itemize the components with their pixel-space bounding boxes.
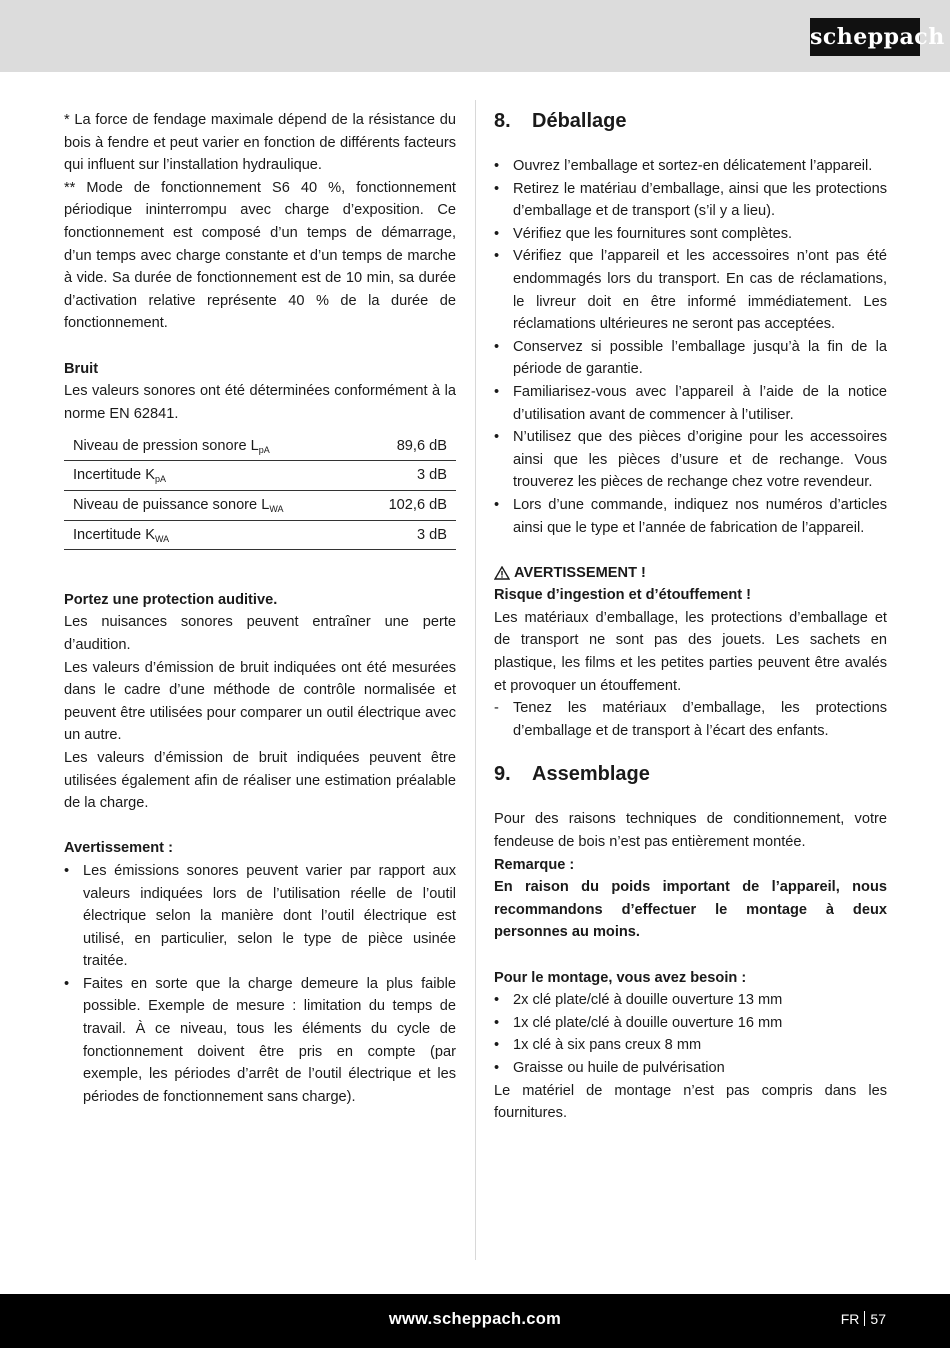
protection-text-3: Les valeurs d’émission de bruit indiquées peuvent être utilisées également afin de réaliser une estimation préalable de la charge.: [64, 749, 456, 812]
page-number: 57: [870, 1311, 886, 1327]
noise-title: Bruit: [64, 360, 99, 377]
tools-title: Pour le montage, vous avez besoin :: [494, 969, 747, 986]
warning-list: [64, 860, 456, 1109]
remark-text: En raison du poids important de l’appareil, nous recommandons d’effectuer le montage à deux personnes au moins.: [494, 879, 887, 941]
protection-text-2: Les valeurs d’émission de bruit indiquées ont été mesurées dans le cadre d’une méthode de contrôle normalisée et peuvent être utilisées pour comparer un outil électrique avec un autre.: [64, 659, 456, 744]
list-item: • Conservez si possible l’emballage jusqu’à la fin de la période de garantie.: [494, 336, 887, 381]
table-cell-value: 89,6 dB: [358, 431, 456, 461]
tools-note: Le matériel de montage n’est pas compris dans les fournitures.: [494, 1082, 887, 1122]
footnote-1: * La force de fendage maximale dépend de la résistance du bois à fendre et peut varier en fonction de différents facteurs qui influent sur l’installation hydraulique.: [64, 112, 456, 174]
list-item: • Lors d’une commande, indiquez nos numéros d’articles ainsi que le type et l’année de fabrication de l’appareil.: [494, 494, 887, 539]
warning-title: Avertissement :: [64, 840, 173, 857]
list-item: • Retirez le matériau d’emballage, ainsi que les protections d’emballage et de transport (s’il y a lieu).: [494, 178, 887, 223]
list-item: • 1x clé à six pans creux 8 mm: [494, 1034, 887, 1057]
table-row: [64, 491, 456, 521]
section-number: 8.: [494, 110, 511, 132]
list-item: • Faites en sorte que la charge demeure la plus faible possible. Exemple de mesure : limitation du temps de travail. À ce niveau, tous les éléments du cycle de fonctionnement doivent être pris en compte (par exemple, les périodes d’arrêt de l’outil électrique et les périodes de fonctionnement sans charge).: [64, 973, 456, 1109]
list-item: • 2x clé plate/clé à douille ouverture 13 mm: [494, 989, 887, 1012]
footer-bar: [0, 1294, 950, 1348]
column-divider: [475, 100, 476, 1260]
alert-text: Les matériaux d’emballage, les protections d’emballage et de transport ne sont pas des jouets. Les sachets en plastique, les films et les petites parties peuvent être avalés et provoquer un étouffement.: [494, 609, 887, 694]
footer-url: www.scheppach.com: [388, 1310, 562, 1328]
language-code: FR: [840, 1311, 860, 1327]
table-cell-label: Niveau de pression sonore $L_{pA}$: [64, 431, 358, 461]
list-item: • N’utilisez que des pièces d’origine pour les accessoires ainsi que les pièces d’usure et de rechange. Vous trouverez les pièces de rechange chez votre revendeur.: [494, 426, 887, 494]
table-cell-label: Incertitude $K_{pA}$: [64, 461, 358, 491]
table-cell-value: 3 dB: [358, 520, 456, 550]
list-item: • Les émissions sonores peuvent varier par rapport aux valeurs indiquées lors de l’utilisation réelle de l’outil électrique selon la manière dont l’outil électrique est utilisé, en particulier, selon le type de pièce usinée traitée.: [64, 860, 456, 973]
table-cell-label: Niveau de puissance sonore $L_{WA}$: [64, 491, 358, 521]
list-item: • Ouvrez l’emballage et sortez-en délicatement l’appareil.: [494, 155, 887, 178]
list-item: • Familiarisez-vous avec l’appareil à l’aide de la notice d’utilisation avant de commencer à l’utiliser.: [494, 381, 887, 426]
table-row: [64, 431, 456, 461]
table-row: [64, 461, 456, 491]
section-number: 9.: [494, 763, 511, 786]
brand-logo: scheppach: [810, 18, 920, 56]
page-indicator: [841, 1309, 886, 1329]
table-cell-value: 3 dB: [358, 461, 456, 491]
list-item: - Tenez les matériaux d’emballage, les protections d’emballage et de transport à l’écart des enfants.: [494, 697, 887, 742]
footnote-2: ** Mode de fonctionnement S6 40 %, fonctionnement périodique ininterrompu avec charge d’exposition. Ce fonctionnement est composé d’un temps de démarrage, d’un temps avec charge constante et d’un temps de marche à vide. Sa durée de fonctionnement est de 10 min, sa durée d’activation relative représente 40 % de la durée de fonctionnement.: [64, 179, 456, 332]
section-title: Déballage: [532, 110, 627, 132]
assembly-intro: Pour des raisons techniques de conditionnement, votre fendeuse de bois n’est pas entièrement montée.: [494, 811, 887, 851]
section-title: Assemblage: [532, 763, 650, 786]
remark-label: Remarque :: [494, 856, 575, 873]
tools-list: [494, 989, 887, 1079]
warning-triangle-icon: [494, 566, 510, 580]
section-9-heading: [494, 762, 887, 786]
noise-intro: Les valeurs sonores ont été déterminées conformément à la norme EN 62841.: [64, 383, 456, 422]
list-item: • Vérifiez que l’appareil et les accessoires n’ont pas été endommagés lors du transport. En cas de réclamations, le livreur doit en être informé immédiatement. Les réclamations ultérieures ne seront pas acceptées.: [494, 245, 887, 335]
alert-title: AVERTISSEMENT !: [494, 562, 887, 585]
list-item: • 1x clé plate/clé à douille ouverture 16 mm: [494, 1012, 887, 1035]
table-row: [64, 520, 456, 550]
right-column: [494, 109, 887, 1125]
left-column: [64, 109, 456, 1108]
unpacking-list: [494, 155, 887, 539]
list-item: • Graisse ou huile de pulvérisation: [494, 1057, 887, 1080]
list-item: • Vérifiez que les fournitures sont complètes.: [494, 223, 887, 246]
alert-dash-list: [494, 697, 887, 742]
noise-table: [64, 431, 456, 550]
alert-subtitle: Risque d’ingestion et d’étouffement !: [494, 587, 752, 604]
protection-text-1: Les nuisances sonores peuvent entraîner une perte d’audition.: [64, 614, 456, 653]
header-band: [0, 0, 950, 72]
table-cell-label: Incertitude $K_{WA}$: [64, 520, 358, 550]
protection-title: Portez une protection auditive.: [64, 591, 278, 608]
table-cell-value: 102,6 dB: [358, 491, 456, 521]
section-8-heading: [494, 109, 887, 133]
